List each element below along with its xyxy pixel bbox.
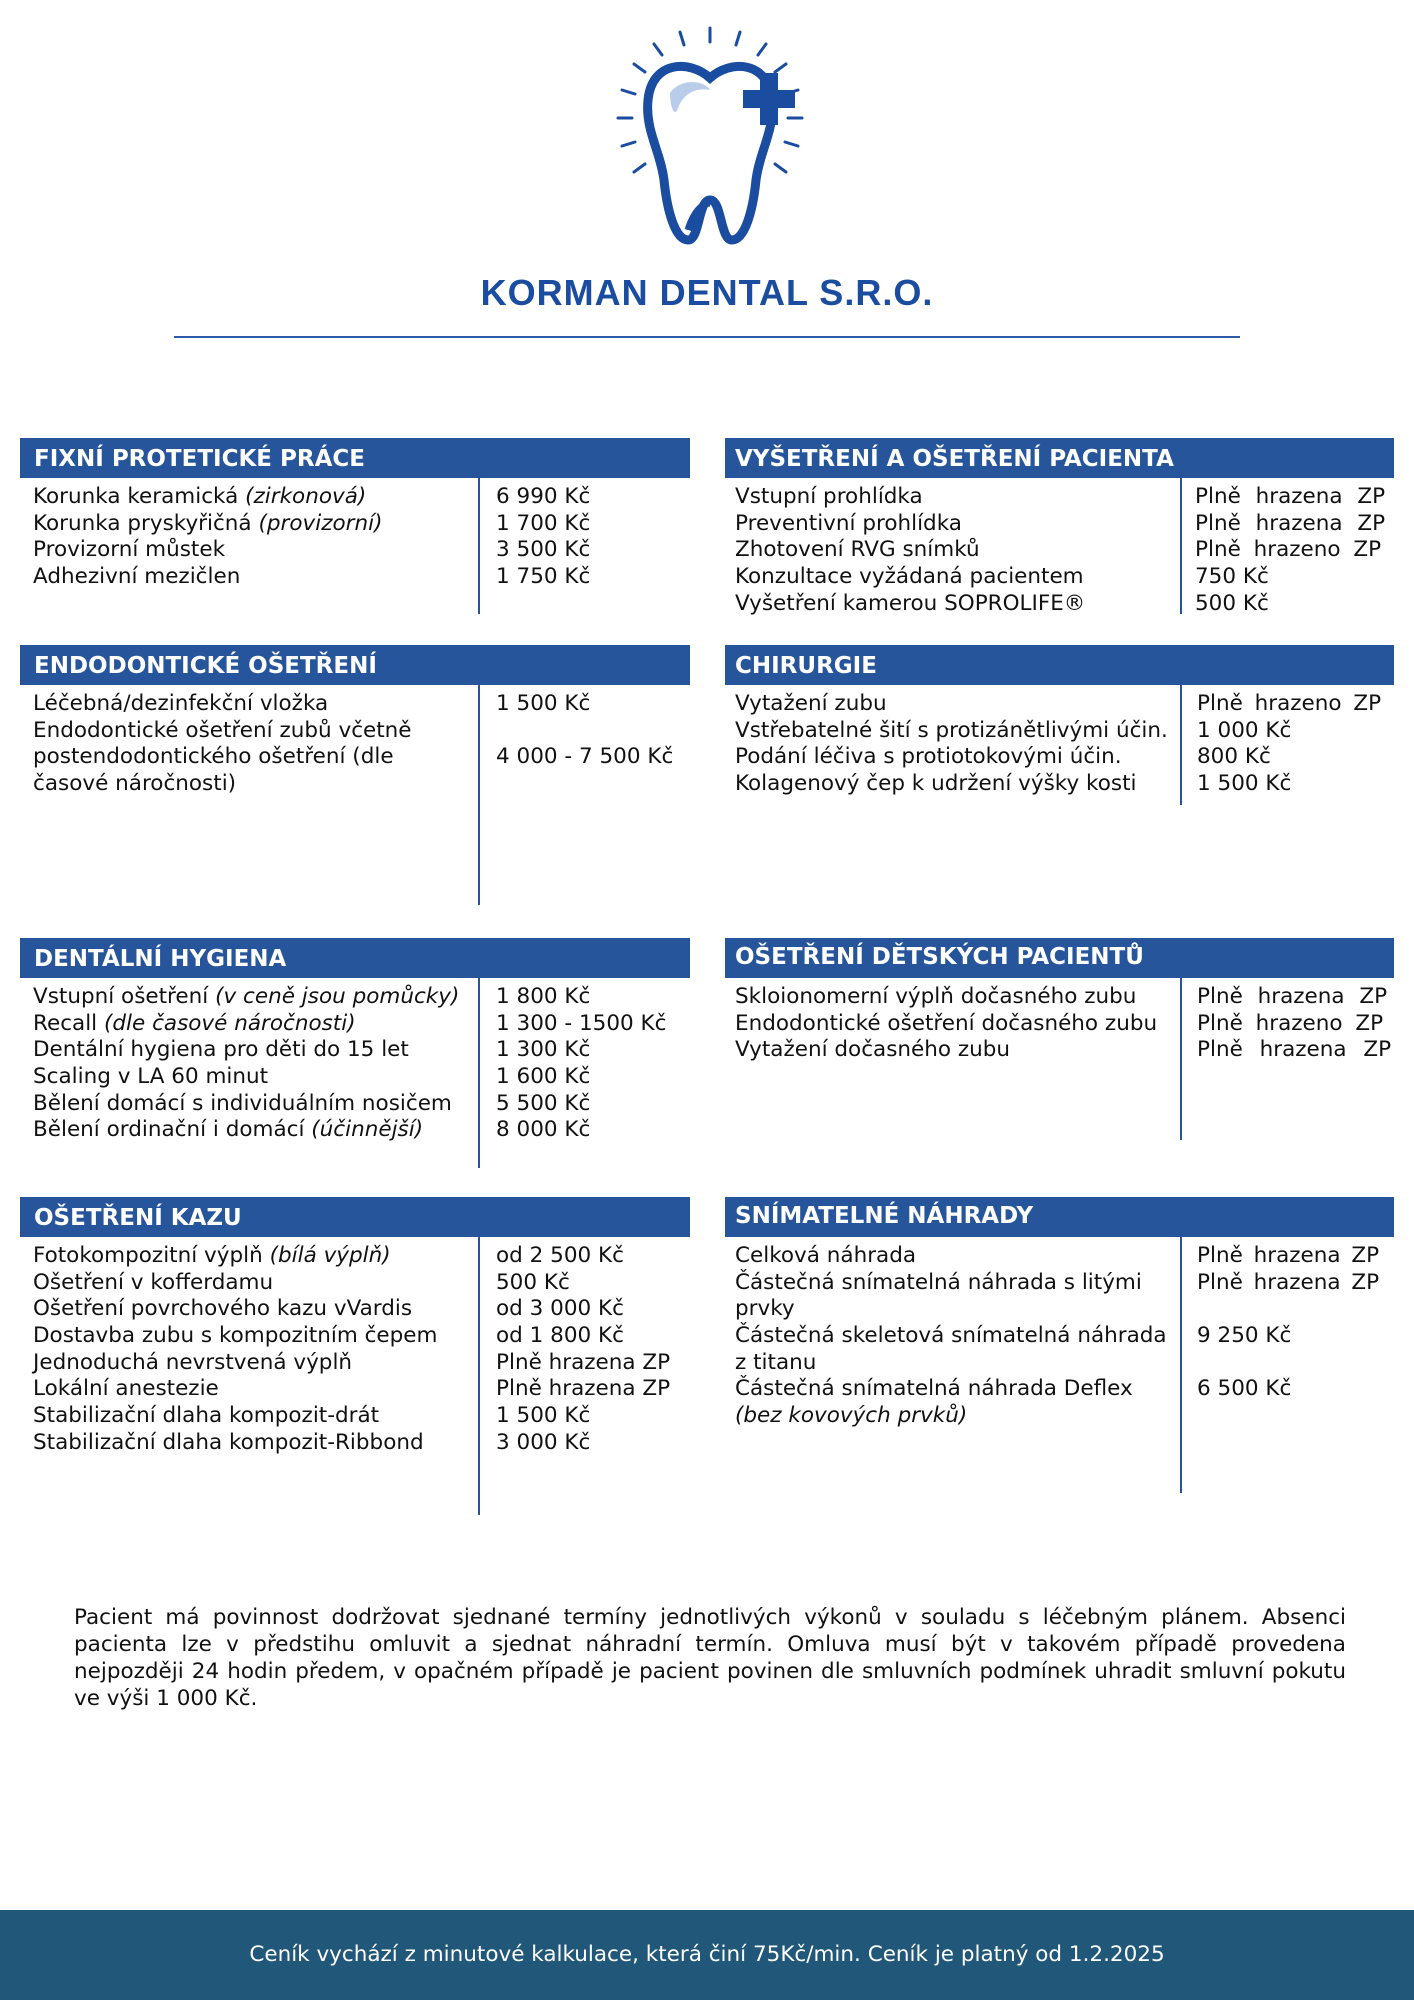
list-item [33, 1064, 690, 1091]
item-price: 1 300 Kč [496, 1037, 591, 1063]
item-price: 6 500 Kč [1197, 1376, 1292, 1402]
item-name: Adhezivní mezičlen [33, 564, 241, 590]
item-price: Plně hrazeno ZP [1197, 691, 1382, 716]
item-name: Lokální anestezie [33, 1376, 219, 1402]
item-price: od 2 500 Kč [496, 1243, 624, 1268]
item-note: (bílá výplň) [269, 1243, 391, 1268]
items-list [735, 691, 1394, 798]
section-kaz [20, 1197, 690, 1515]
item-name: Zhotovení RVG snímků [735, 537, 980, 563]
item-price: 1 750 Kč [496, 564, 591, 590]
item-price: 6 990 Kč [496, 484, 591, 509]
list-item [33, 511, 690, 538]
section-title: FIXNÍ PROTETICKÉ PRÁCE [20, 438, 690, 478]
items-list [33, 691, 690, 798]
section-deti [725, 938, 1394, 1140]
section-title: OŠETŘENÍ KAZU [20, 1197, 690, 1237]
list-item [33, 537, 690, 564]
item-name: Vytažení dočasného zubu [735, 1037, 1011, 1063]
item-name: Vstupní ošetření [33, 984, 209, 1009]
item-note: (účinnější) [311, 1117, 424, 1143]
item-name: Stabilizační dlaha kompozit-Ribbond [33, 1429, 424, 1455]
list-item [735, 984, 1394, 1011]
item-name: Částečná snímatelná náhrada Deflex [735, 1376, 1133, 1402]
item-price: 3 000 Kč [496, 1429, 591, 1455]
items-list [735, 484, 1394, 617]
item-price: 1 500 Kč [496, 1403, 591, 1429]
section-fixni [20, 438, 690, 614]
items-list [735, 984, 1394, 1064]
item-price: Plně hrazena ZP [1197, 1269, 1380, 1295]
list-item [33, 1270, 690, 1297]
tooth-logo-icon [590, 18, 830, 258]
list-item [33, 718, 690, 798]
item-name: Preventivní prohlídka [735, 510, 962, 536]
list-item [735, 744, 1394, 771]
item-name: Vstřebatelné šití s protizánětlivými účin. [735, 717, 1168, 743]
item-price: 1 700 Kč [496, 510, 591, 536]
item-price: 8 000 Kč [496, 1117, 591, 1143]
item-name: Bělení ordinační i domácí [33, 1117, 305, 1143]
section-title: DENTÁLNÍ HYGIENA [20, 938, 690, 978]
items-list [33, 984, 690, 1144]
list-item [33, 1323, 690, 1350]
item-name: Bělení domácí s individuálním nosičem [33, 1090, 452, 1116]
item-price: 1 800 Kč [496, 984, 591, 1009]
item-name: Podání léčiva s protiotokovými účin. [735, 744, 1122, 770]
list-item [735, 1037, 1394, 1064]
section-vysetreni [725, 438, 1394, 614]
footer-text: Ceník vychází z minutové kalkulace, která činí 75Kč/min. Ceník je platný od 1.2.2025 [249, 1942, 1165, 1967]
item-note: (dle časové náročnosti) [104, 1010, 356, 1036]
item-price: 1 300 - 1500 Kč [496, 1010, 667, 1036]
list-item [735, 1376, 1394, 1429]
item-price: 500 Kč [1195, 590, 1269, 616]
section-chirurgie [725, 645, 1394, 805]
item-name: Endodontické ošetření zubů včetně postendodontického ošetření (dle časové náročnosti) [33, 717, 412, 797]
list-item [33, 1011, 690, 1038]
item-price: 5 500 Kč [496, 1090, 591, 1116]
item-price: 1 000 Kč [1197, 717, 1292, 743]
list-item [33, 1350, 690, 1377]
item-name: Vstupní prohlídka [735, 484, 923, 509]
header-divider [174, 336, 1240, 338]
item-name: Endodontické ošetření dočasného zubu [735, 1010, 1158, 1036]
item-price: Plně hrazeno ZP [1195, 537, 1382, 563]
item-price: Plně hrazeno ZP [1197, 1010, 1384, 1036]
list-item [33, 1430, 690, 1457]
section-hygiena [20, 938, 690, 1168]
section-title: VYŠETŘENÍ A OŠETŘENÍ PACIENTA [725, 438, 1394, 478]
list-item [735, 484, 1394, 511]
section-endo [20, 645, 690, 905]
item-name: Recall [33, 1010, 98, 1036]
list-item [735, 564, 1394, 591]
section-title: SNÍMATELNÉ NÁHRADY [725, 1197, 1394, 1237]
list-item [735, 591, 1394, 618]
item-note: (provizorní) [258, 510, 383, 536]
item-name: Fotokompozitní výplň [33, 1243, 263, 1268]
item-price: Plně hrazena ZP [496, 1349, 671, 1375]
list-item [33, 691, 690, 718]
list-item [33, 1091, 690, 1118]
item-name: Léčebná/dezinfekční vložka [33, 691, 329, 716]
list-item [735, 691, 1394, 718]
item-name: Kolagenový čep k udržení výšky kosti [735, 771, 1137, 797]
item-name: Korunka keramická [33, 484, 239, 509]
item-price: Plně hrazena ZP [1197, 984, 1388, 1009]
brand-name: KORMAN DENTAL S.R.O. [480, 272, 934, 313]
items-list [33, 1243, 690, 1457]
item-price: 800 Kč [1197, 744, 1271, 770]
item-price: Plně hrazena ZP [1197, 1037, 1392, 1063]
item-name: Ošetření v kofferdamu [33, 1269, 274, 1295]
section-title: OŠETŘENÍ DĚTSKÝCH PACIENTŮ [725, 938, 1394, 978]
policy-note: Pacient má povinnost dodržovat sjednané termíny jednotlivých výkonů v souladu s léčebným plánem. Absenci pacienta lze v předstihu omluvit a sjednat náhradní termín. Omluva musí být v takovém případě provedena nejpozději 24 hodin předem, v opačném případě je pacient povinen dle smluvních podmínek uhradit smluvní pokutu ve výši 1 000 Kč. [74, 1605, 1346, 1711]
items-list [735, 1243, 1394, 1430]
item-price: 1 500 Kč [1197, 771, 1292, 797]
item-name: Korunka pryskyřičná [33, 510, 252, 536]
list-item [735, 1270, 1394, 1323]
item-name: Dentální hygiena pro děti do 15 let [33, 1037, 409, 1063]
item-note: (v ceně jsou pomůcky) [215, 984, 460, 1009]
items-list [33, 484, 690, 591]
item-price: Plně hrazena ZP [1197, 1243, 1380, 1268]
item-price: 1 600 Kč [496, 1064, 591, 1090]
list-item [735, 1243, 1394, 1270]
item-name: Jednoduchá nevrstvená výplň [33, 1349, 353, 1375]
list-item [33, 984, 690, 1011]
section-title: ENDODONTICKÉ OŠETŘENÍ [20, 645, 690, 685]
list-item [33, 1296, 690, 1323]
item-price: Plně hrazena ZP [1195, 484, 1386, 509]
item-price: Plně hrazena ZP [496, 1376, 671, 1402]
item-price: Plně hrazena ZP [1195, 510, 1386, 536]
item-note: (zirkonová) [245, 484, 367, 509]
item-price: 4 000 - 7 500 Kč [496, 744, 674, 770]
footer-banner [0, 1910, 1414, 2000]
item-note: (bez kovových prvků) [735, 1403, 968, 1429]
item-name: Stabilizační dlaha kompozit-drát [33, 1403, 380, 1429]
list-item [735, 1011, 1394, 1038]
item-price: 9 250 Kč [1197, 1323, 1292, 1349]
item-name: Skloionomerní výplň dočasného zubu [735, 984, 1137, 1009]
item-price: 1 500 Kč [496, 691, 591, 716]
list-item [735, 511, 1394, 538]
item-name: Vytažení zubu [735, 691, 887, 716]
item-name: Dostavba zubu s kompozitním čepem [33, 1323, 438, 1349]
item-name: Částečná skeletová snímatelná náhrada z titanu [735, 1323, 1167, 1375]
item-price: od 1 800 Kč [496, 1323, 624, 1349]
item-name: Scaling v LA 60 minut [33, 1064, 269, 1090]
item-price: 3 500 Kč [496, 537, 591, 563]
list-item [33, 1117, 690, 1144]
list-item [33, 1376, 690, 1403]
item-name: Vyšetření kamerou SOPROLIFE® [735, 590, 1086, 616]
item-name: Provizorní můstek [33, 537, 226, 563]
item-name: Konzultace vyžádaná pacientem [735, 564, 1084, 590]
section-snimatelne [725, 1197, 1394, 1493]
item-price: 500 Kč [496, 1269, 570, 1295]
list-item [33, 484, 690, 511]
item-price: 750 Kč [1195, 564, 1269, 590]
item-name: Celková náhrada [735, 1243, 917, 1268]
list-item [735, 1323, 1394, 1376]
list-item [33, 1243, 690, 1270]
list-item [735, 537, 1394, 564]
list-item [735, 771, 1394, 798]
list-item [33, 1037, 690, 1064]
list-item [33, 1403, 690, 1430]
item-name: Ošetření povrchového kazu vVardis [33, 1296, 413, 1322]
list-item [33, 564, 690, 591]
item-name: Částečná snímatelná náhrada s litými prvky [735, 1269, 1142, 1322]
item-price: od 3 000 Kč [496, 1296, 624, 1322]
section-title: CHIRURGIE [725, 645, 1394, 685]
list-item [735, 718, 1394, 745]
